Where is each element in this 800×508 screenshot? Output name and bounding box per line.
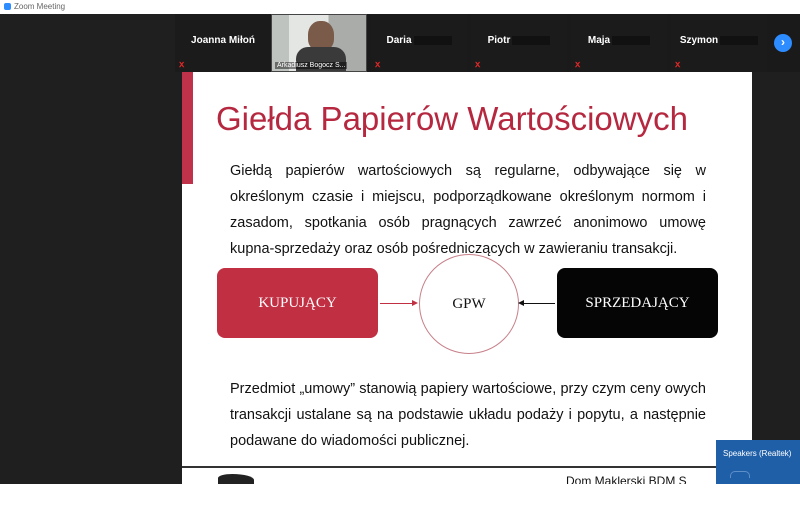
- slide-paragraph: Przedmiot „umowy” stanowią papiery wartościowe, przy czym ceny owych transakcji ustalane są na podstawie układu podaży i popytu, a następnie podawane do wiadomości publicznej.: [230, 381, 706, 449]
- bottom-strip: [0, 484, 800, 508]
- participant-name: Daria: [386, 35, 412, 46]
- participant-name: Arkadiusz Bogocz S...: [277, 62, 346, 69]
- participant-name: Maja: [587, 35, 611, 46]
- seller-box: SPRZEDAJĄCY: [557, 268, 718, 338]
- slide-paragraph: Giełdą papierów wartościowych są regularne, odbywające się w określonym czasie i miejscu, podporządkowane określonym normom i zasadom, spotkania osób pragnących zawrzeć anonimowo umowę kupna-sprzedaży oraz osób pośredniczących w zawieraniu transakcji.: [230, 163, 706, 257]
- slide-accent-bar: [182, 72, 193, 184]
- participant-name-row: [471, 35, 567, 46]
- window-title: Zoom Meeting: [14, 2, 66, 11]
- participant-name: Piotr: [487, 35, 511, 46]
- participant-name-row: [371, 35, 467, 46]
- redaction-bar: [720, 36, 758, 45]
- muted-mic-icon: ⅹ: [475, 59, 481, 69]
- zoom-app-icon: [4, 3, 11, 10]
- muted-mic-icon: ⅹ: [575, 59, 581, 69]
- arrow-left-icon: [520, 303, 555, 304]
- chevron-right-icon[interactable]: ›: [774, 34, 792, 52]
- window-titlebar: [0, 0, 800, 14]
- participant-tile[interactable]: [471, 14, 567, 72]
- participant-name: Joanna Miłoń: [191, 35, 255, 46]
- redaction-bar: [612, 36, 650, 45]
- muted-mic-icon: ⅹ: [375, 59, 381, 69]
- slide-title: Giełda Papierów Wartościowych: [216, 100, 688, 137]
- muted-mic-icon: ⅹ: [675, 59, 681, 69]
- slide-footer-text: Dom Maklerski BDM S: [566, 474, 687, 484]
- participant-gallery: [175, 14, 800, 72]
- redaction-bar: [414, 36, 452, 45]
- participant-tile[interactable]: [571, 14, 667, 72]
- gpw-circle: GPW: [419, 254, 519, 354]
- participant-name-row: [671, 35, 767, 46]
- buyer-box: KUPUJĄCY: [217, 268, 378, 338]
- bull-logo-icon: [218, 474, 254, 484]
- redaction-bar: [512, 36, 550, 45]
- speaker-label: Speakers (Realtek): [723, 449, 792, 458]
- slide-footer-divider: [182, 466, 752, 468]
- muted-mic-icon: ⅹ: [179, 59, 185, 69]
- headphones-icon: [730, 471, 750, 478]
- participant-name-row: [571, 35, 667, 46]
- arrow-right-icon: [380, 303, 416, 304]
- audio-device-popup[interactable]: [716, 440, 800, 484]
- participant-video-tile[interactable]: [271, 14, 367, 72]
- participant-tile[interactable]: [671, 14, 767, 72]
- participant-name: Szymon: [679, 35, 719, 46]
- participant-tile[interactable]: [371, 14, 467, 72]
- shared-slide: [182, 72, 752, 484]
- participant-tile[interactable]: [175, 14, 271, 72]
